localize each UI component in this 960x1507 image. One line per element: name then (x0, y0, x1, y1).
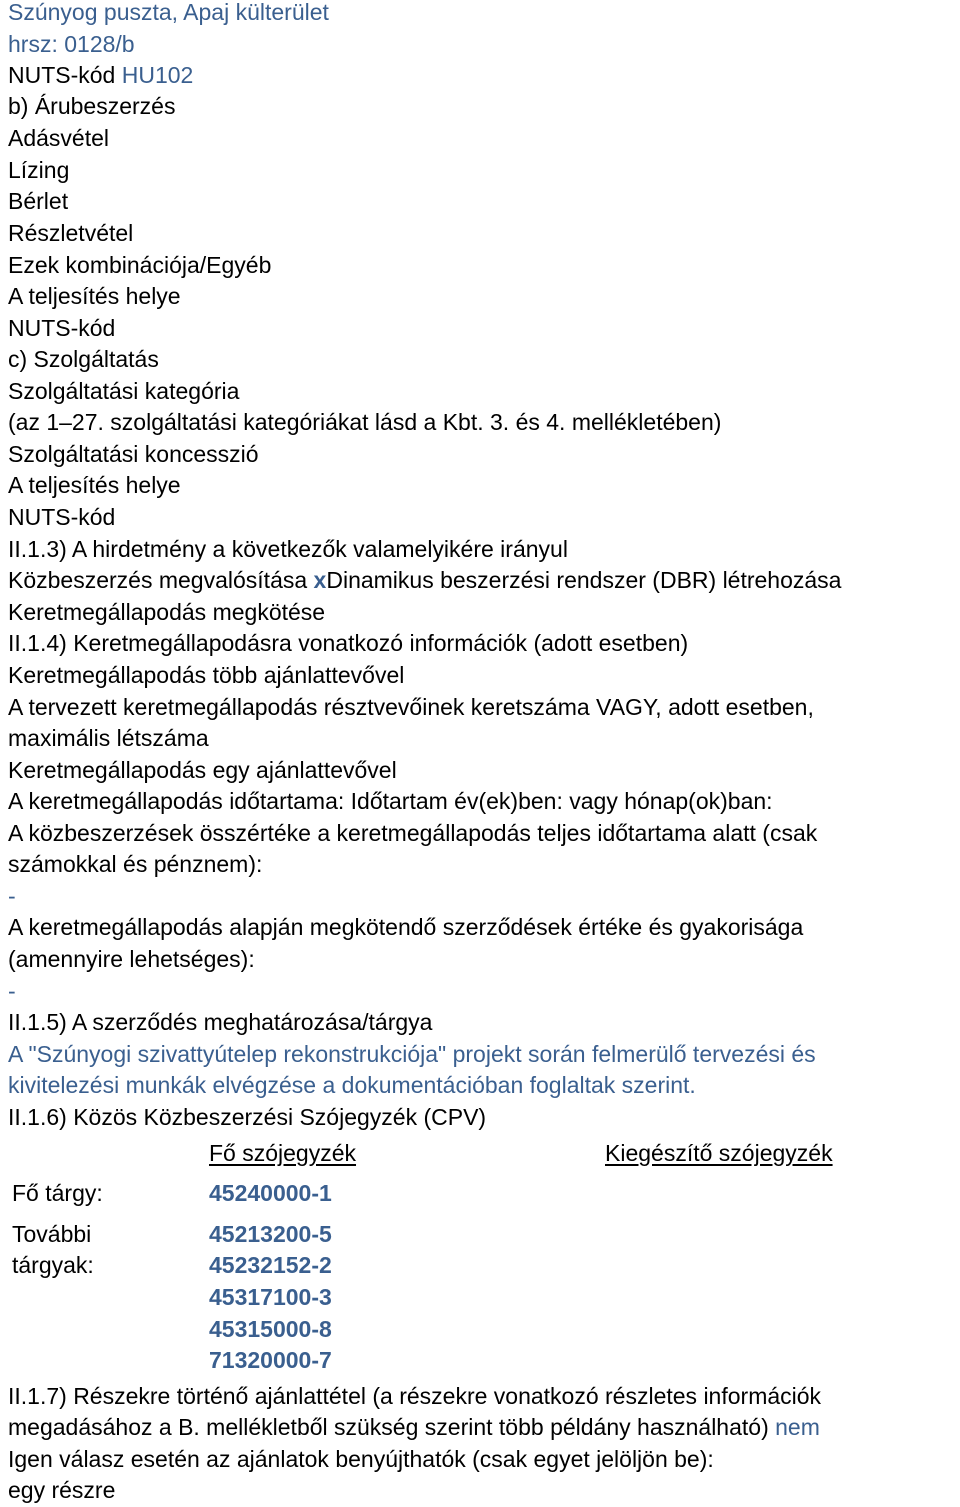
supply-item: Adásvétel (8, 125, 110, 151)
procurement-type-options (8, 565, 841, 595)
framework-total-cont: számokkal és pénznem): (8, 851, 263, 877)
framework-contracts-value: - (8, 978, 16, 1004)
cpv-extra-header: Kiegészítő szójegyzék (605, 1140, 833, 1166)
section-title-113: II.1.3) A hirdetmény a következők valamelyikére irányul (8, 536, 568, 562)
nuts-value: HU102 (121, 62, 194, 88)
section-title-114: II.1.4) Keretmegállapodásra vonatkozó információk (adott esetben) (8, 630, 689, 656)
contract-subject: A "Szúnyogi szivattyútelep rekonstrukciója" projekt során felmerülő tervezési és (8, 1041, 816, 1067)
nuts-label: NUTS-kód (8, 62, 122, 88)
service-title: c) Szolgáltatás (8, 346, 159, 372)
service-concession: Szolgáltatási koncesszió (8, 441, 259, 467)
cpv-main-label: Fő tárgy: (12, 1180, 103, 1206)
section-title-117-cont (8, 1412, 820, 1442)
framework-single: Keretmegállapodás egy ajánlattevővel (8, 757, 397, 783)
framework-duration: A keretmegállapodás időtartama: Időtartam év(ek)ben: vagy hónap(ok)ban: (8, 788, 773, 814)
framework-contracts: A keretmegállapodás alapján megkötendő szerződések értéke és gyakorisága (8, 914, 804, 940)
supply-place: A teljesítés helye (8, 283, 181, 309)
option-dbr: Dinamikus beszerzési rendszer (DBR) létrehozása (326, 567, 842, 593)
cpv-code: 45213200-5 (209, 1221, 332, 1247)
service-note: (az 1–27. szolgáltatási kategóriákat lásd a Kbt. 3. és 4. mellékletében) (8, 409, 722, 435)
cpv-code: 45232152-2 (209, 1252, 332, 1278)
supply-item: Lízing (8, 157, 70, 183)
lots-option: egy részre (8, 1477, 116, 1503)
selected-mark: x (313, 567, 327, 593)
supply-item: Bérlet (8, 188, 69, 214)
cpv-code: 45315000-8 (209, 1316, 332, 1342)
cpv-other-label-cont: tárgyak: (12, 1252, 94, 1278)
framework-participants: A tervezett keretmegállapodás résztvevőinek keretszáma VAGY, adott esetben, (8, 694, 814, 720)
cpv-other-label: További (12, 1221, 92, 1247)
contract-subject-cont: kivitelezési munkák elvégzése a dokumentációban foglaltak szerint. (8, 1072, 696, 1098)
section-title-117: II.1.7) Részekre történő ajánlattétel (a részekre vonatkozó részletes információk (8, 1383, 822, 1409)
supply-nuts: NUTS-kód (8, 315, 116, 341)
hrsz-text: hrsz: 0128/b (8, 31, 135, 57)
lots-answer: nem (775, 1414, 820, 1440)
section-title-115: II.1.5) A szerződés meghatározása/tárgya (8, 1009, 433, 1035)
framework-contracts-cont: (amennyire lehetséges): (8, 946, 255, 972)
option-procurement: Közbeszerzés megvalósítása (8, 567, 314, 593)
cpv-code: 45240000-1 (209, 1180, 332, 1206)
supply-item: Részletvétel (8, 220, 134, 246)
cpv-code: 45317100-3 (209, 1284, 332, 1310)
service-place: A teljesítés helye (8, 472, 181, 498)
section-title-116: II.1.6) Közös Közbeszerzési Szójegyzék (CPV) (8, 1104, 487, 1130)
framework-participants-cont: maximális létszáma (8, 725, 209, 751)
framework-multi: Keretmegállapodás több ajánlattevővel (8, 662, 405, 688)
service-category: Szolgáltatási kategória (8, 378, 240, 404)
service-nuts: NUTS-kód (8, 504, 116, 530)
framework-total-value: - (8, 883, 16, 909)
framework-total: A közbeszerzések összértéke a keretmegállapodás teljes időtartama alatt (csak (8, 820, 818, 846)
cpv-main-header: Fő szójegyzék (209, 1140, 357, 1166)
supply-title: b) Árubeszerzés (8, 93, 176, 119)
option-framework: Keretmegállapodás megkötése (8, 599, 326, 625)
place-text: Szúnyog puszta, Apaj külterület (8, 0, 329, 25)
supply-item: Ezek kombinációja/Egyéb (8, 252, 272, 278)
lots-question: megadásához a B. mellékletből szükség szerint több példány használható) (8, 1414, 776, 1440)
lots-instruction: Igen válasz esetén az ajánlatok benyújthatók (csak egyet jelöljön be): (8, 1446, 714, 1472)
nuts-line (8, 60, 193, 90)
cpv-code: 71320000-7 (209, 1347, 332, 1373)
